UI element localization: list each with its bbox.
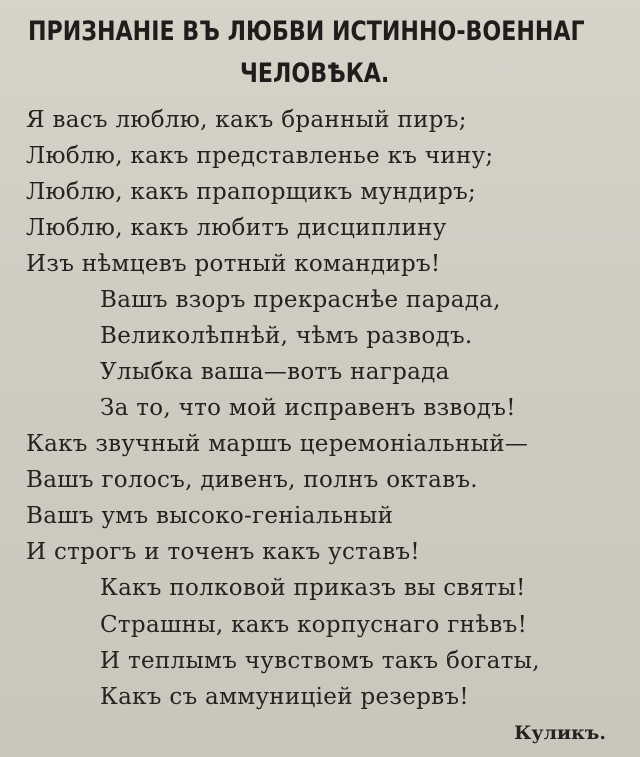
verse-line: Какъ полковой приказъ вы святы! — [100, 575, 526, 601]
verse-line: И теплымъ чувствомъ такъ богаты, — [100, 648, 540, 674]
verse-line: Люблю, какъ представленье къ чину; — [26, 143, 494, 169]
verse-line: Люблю, какъ любитъ дисциплину — [26, 215, 447, 241]
verse-line: Вашъ голосъ, дивенъ, полнъ октавъ. — [26, 467, 478, 493]
poem-title-line-2: ЧЕЛОВѢКА. — [240, 58, 390, 89]
verse-line: Люблю, какъ прапорщикъ мундиръ; — [26, 179, 477, 205]
verse-line: Я васъ люблю, какъ бранный пиръ; — [26, 107, 467, 133]
verse-line: Вашъ умъ высоко-геніальный — [26, 503, 394, 529]
verse-line: Улыбка ваша—вотъ награда — [100, 359, 450, 385]
verse-line: Великолѣпнѣй, чѣмъ разводъ. — [100, 323, 473, 349]
verse-line: Какъ съ аммуниціей резервъ! — [100, 684, 469, 710]
verse-line: И строгъ и точенъ какъ уставъ! — [26, 539, 420, 565]
poem-author: Куликъ. — [514, 722, 606, 744]
verse-line: Вашъ взоръ прекраснѣе парада, — [100, 287, 501, 313]
verse-line: Какъ звучный маршъ церемоніальный— — [26, 431, 529, 457]
verse-line: Изъ нѣмцевъ ротный командиръ! — [26, 251, 441, 277]
verse-line: За то, что мой исправенъ взводъ! — [100, 395, 516, 421]
poem-title-line-1: ПРИЗНАНІЕ ВЪ ЛЮБВИ ИСТИННО-ВОЕННАГ — [28, 16, 585, 47]
verse-line: Страшны, какъ корпуснаго гнѣвъ! — [100, 612, 528, 638]
